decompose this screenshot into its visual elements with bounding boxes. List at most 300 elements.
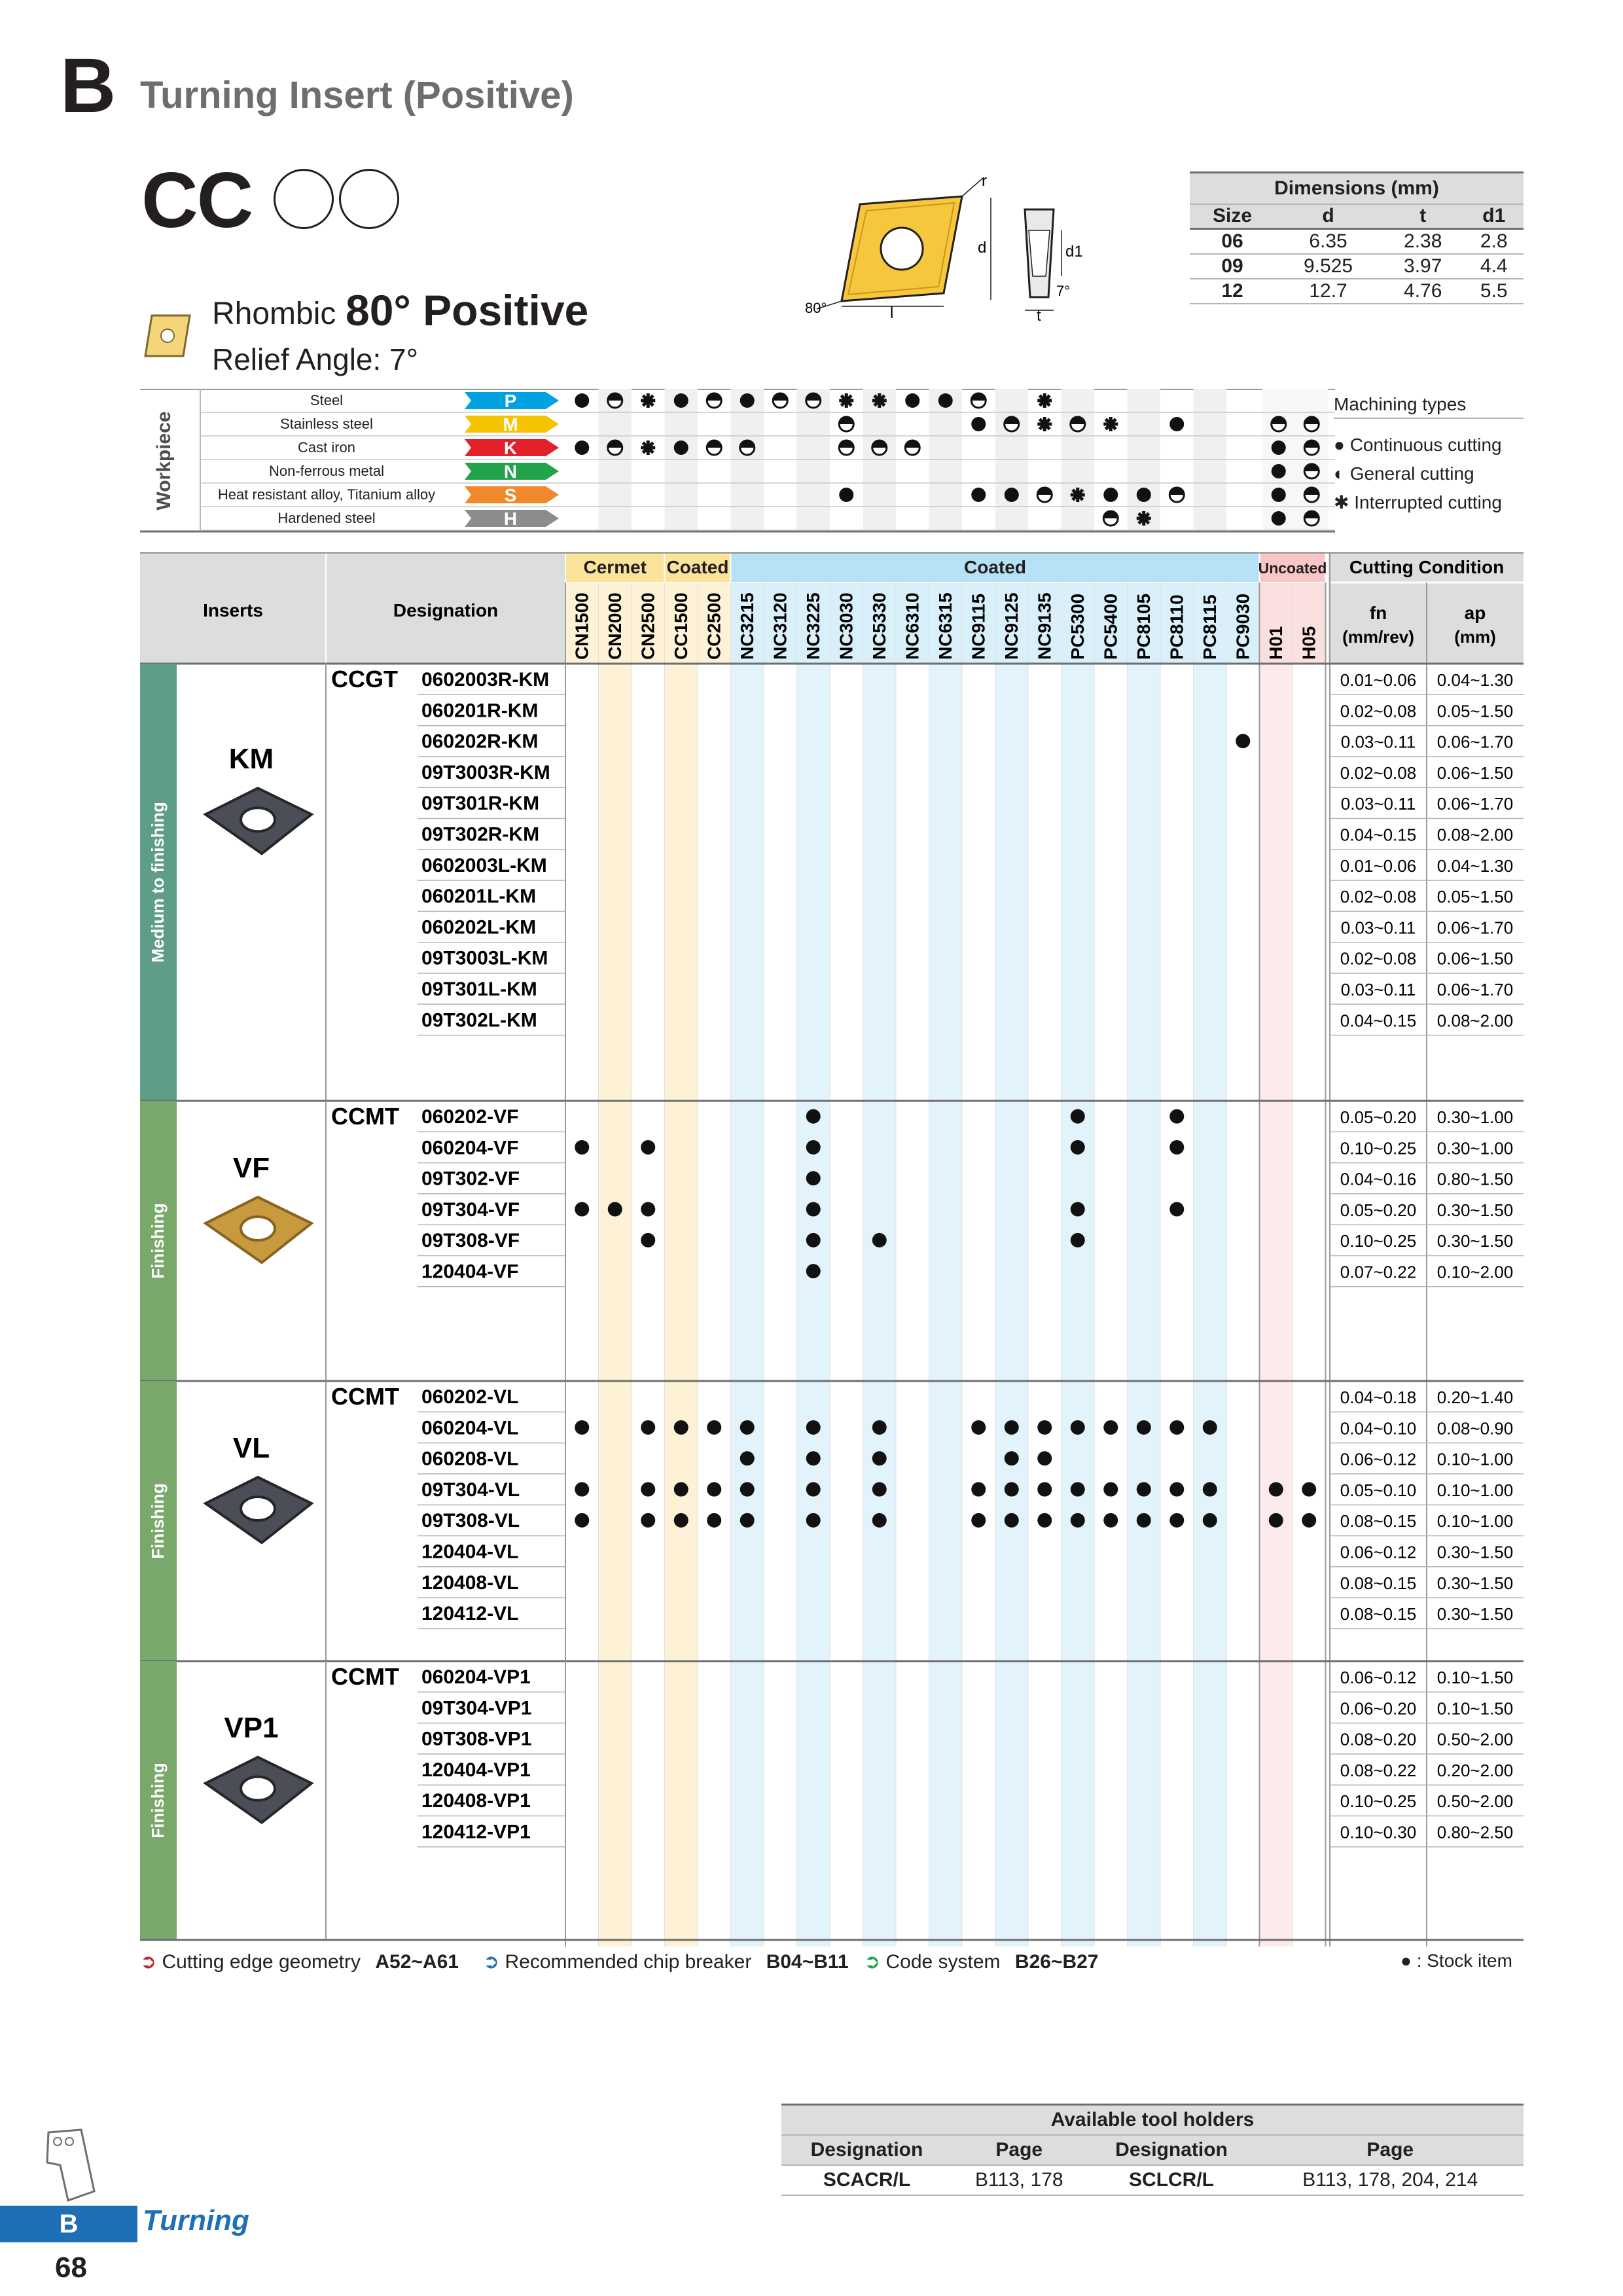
grade-col-shade: [632, 664, 665, 1946]
shape-name: Rhombic: [212, 296, 336, 331]
turning-tool-icon: [42, 2126, 101, 2204]
stock-dot: [707, 1420, 721, 1435]
holder-designation[interactable]: SCACR/L: [781, 2165, 952, 2195]
legend-item-general: [1334, 459, 1524, 488]
ap-unit: (mm): [1454, 627, 1496, 647]
dim-size: 12: [1190, 279, 1275, 304]
arrow-right-icon: ➲: [864, 1951, 881, 1973]
designation-code: 060208-VL: [421, 1448, 519, 1470]
ap-value: 0.30~1.50: [1436, 1604, 1514, 1624]
designation-code: 09T3003R-KM: [421, 761, 550, 783]
dim-value: 5.5: [1465, 279, 1524, 304]
grade-name: PC8110: [1166, 594, 1187, 660]
grade-name: CN2500: [637, 592, 658, 660]
interrupted-cutting-icon: [1037, 417, 1052, 431]
designation-code: 09T304-VL: [421, 1479, 520, 1501]
ap-value: 0.80~2.50: [1436, 1822, 1514, 1842]
designation-code: 060204-VL: [421, 1417, 519, 1439]
stock-dot: [1005, 1451, 1019, 1465]
workpiece-table: [140, 389, 1335, 534]
grade-name: NC3215: [736, 592, 757, 660]
stock-dot: [1071, 1202, 1085, 1217]
designation-code: 09T301R-KM: [421, 793, 540, 815]
stock-dot: [641, 1202, 655, 1217]
designation-code: 0602003L-KM: [421, 854, 547, 876]
stock-dot: [608, 1202, 622, 1217]
iso-code: N: [503, 461, 518, 482]
fn-value: 0.06~0.12: [1340, 1542, 1417, 1562]
fn-value: 0.08~0.22: [1340, 1760, 1417, 1780]
workpiece-material: Hardened steel: [277, 510, 376, 526]
fn-value: 0.01~0.06: [1340, 670, 1417, 690]
insert-code: CC: [141, 156, 253, 244]
stock-dot: [1037, 1482, 1052, 1497]
application-label: Finishing: [148, 1483, 168, 1559]
designation-code: 09T302R-KM: [421, 823, 540, 846]
grade-col-shade: [929, 664, 963, 1946]
grade-col-shade: [731, 664, 764, 1946]
stock-dot: [1169, 1420, 1184, 1435]
ap-value: 0.10~2.00: [1436, 1262, 1514, 1282]
label-d1: d1: [1065, 243, 1083, 260]
stock-dot: [575, 1140, 589, 1155]
dim-col: d: [1275, 204, 1382, 229]
designation-code: 09T3003L-KM: [421, 947, 548, 969]
iso-code: H: [503, 509, 518, 529]
grade-name: H05: [1298, 626, 1319, 660]
label-l: l: [890, 304, 894, 322]
tool-holders-table: [781, 2104, 1524, 2196]
fn-value: 0.07~0.22: [1340, 1262, 1417, 1282]
fn-value: 0.03~0.11: [1340, 980, 1416, 999]
workpiece-material: Non-ferrous metal: [268, 463, 385, 479]
continuous-cutting-icon: [1005, 488, 1019, 502]
fn-value: 0.04~0.16: [1340, 1169, 1417, 1189]
stock-dot: [740, 1451, 755, 1465]
ap-value: 0.30~1.50: [1436, 1573, 1514, 1593]
stock-dot: [806, 1482, 821, 1497]
stock-dot: [1103, 1420, 1118, 1435]
ap-value: 0.20~1.40: [1436, 1388, 1514, 1407]
ref-pages: B26~B27: [1014, 1951, 1099, 1973]
grade-name: PC9030: [1232, 593, 1253, 660]
stock-dot: [1071, 1233, 1085, 1247]
chipbreaker-name: VL: [232, 1432, 270, 1465]
grade-col-shade: [797, 664, 830, 1946]
insert-hole: [241, 1217, 275, 1240]
ap-value: 0.30~1.50: [1436, 1542, 1514, 1562]
grade-col-shade: [599, 664, 632, 1946]
stock-dot: [806, 1451, 821, 1465]
table-row: [1190, 279, 1524, 304]
label-t: t: [1037, 307, 1041, 322]
stock-dot: [674, 1420, 688, 1435]
designation-code: 09T304-VP1: [421, 1697, 532, 1719]
ref-cutting-edge[interactable]: [140, 1950, 459, 1973]
grade-name: NC6310: [902, 592, 923, 660]
designation-code: 0602003R-KM: [421, 669, 550, 691]
fn-value: 0.10~0.25: [1340, 1138, 1417, 1158]
ap-value: 0.30~1.50: [1436, 1231, 1514, 1251]
holders-col: Page: [952, 2135, 1086, 2165]
stock-dot: [1005, 1482, 1019, 1497]
fn-value: 0.03~0.11: [1340, 918, 1416, 938]
stock-dot: [575, 1482, 589, 1497]
group-coated-cc: Coated: [666, 557, 729, 577]
fn-value: 0.08~0.15: [1340, 1511, 1417, 1532]
insert-hole: [241, 1497, 275, 1520]
fn-value: 0.08~0.15: [1340, 1573, 1417, 1593]
fn-value: 0.04~0.15: [1340, 825, 1417, 845]
interrupted-cutting-icon: [641, 393, 655, 408]
designation-code: 060202-VF: [421, 1106, 519, 1128]
dim-value: 2.8: [1465, 229, 1524, 254]
holder-page: B113, 178, 204, 214: [1257, 2165, 1524, 2195]
ref-chip-breaker[interactable]: [483, 1950, 849, 1973]
dim-col: Size: [1190, 204, 1275, 229]
table-row: [781, 2165, 1524, 2195]
designation-code: 09T304-VF: [421, 1198, 520, 1221]
ap-value: 0.06~1.70: [1436, 732, 1514, 752]
stock-dot: [1037, 1513, 1052, 1528]
ap-value: 0.08~2.00: [1436, 1011, 1514, 1031]
ap-value: 0.06~1.70: [1436, 918, 1514, 938]
insert-photo: [205, 788, 312, 853]
fn-value: 0.04~0.18: [1340, 1388, 1417, 1407]
interrupted-cutting-icon: ✱: [1334, 492, 1349, 512]
stock-dot: [1037, 1420, 1052, 1435]
insert-photo: [205, 1197, 312, 1263]
continuous-cutting-icon: [1272, 488, 1286, 502]
workpiece-material: Stainless steel: [280, 416, 373, 432]
grade-name: NC9115: [968, 593, 989, 660]
stock-dot: [1071, 1513, 1085, 1528]
stock-dot: [872, 1482, 887, 1497]
general-cutting-icon: ◐: [1334, 463, 1345, 484]
ref-label: Cutting edge geometry: [162, 1951, 361, 1973]
ap-value: 0.30~1.50: [1436, 1200, 1514, 1220]
iso-code: S: [504, 485, 517, 505]
interrupted-cutting-icon: [1037, 393, 1052, 408]
fn-value: 0.06~0.12: [1340, 1449, 1417, 1469]
stock-dot: [1203, 1420, 1217, 1435]
interrupted-cutting-icon: [1071, 488, 1085, 502]
continuous-cutting-icon: [740, 393, 755, 408]
stock-dot: [1103, 1482, 1118, 1497]
fn-value: 0.03~0.11: [1340, 794, 1416, 814]
designation-code: 120404-VP1: [421, 1759, 531, 1781]
designation-code: 09T301L-KM: [421, 978, 537, 1000]
dim-size: 06: [1190, 229, 1275, 254]
chipbreaker-name: VP1: [224, 1712, 279, 1744]
continuous-cutting-icon: [674, 393, 688, 408]
dim-value: 3.97: [1382, 254, 1465, 279]
label-r: r: [982, 172, 987, 190]
ref-code-system[interactable]: [864, 1950, 1099, 1973]
arrow-right-icon: ➲: [140, 1951, 157, 1973]
stock-dot: [641, 1513, 655, 1528]
code-placeholder-circle: [274, 169, 334, 229]
stock-dot: [740, 1513, 755, 1528]
legend-item-interrupted: [1334, 488, 1524, 517]
stock-dot: [806, 1140, 821, 1155]
ap-value: 0.50~2.00: [1436, 1729, 1514, 1749]
continuous-cutting-icon: [575, 393, 589, 408]
ref-label: Code system: [885, 1951, 1001, 1973]
fn-value: 0.04~0.15: [1340, 1011, 1417, 1031]
dim-value: 6.35: [1275, 229, 1382, 254]
stock-dot: [641, 1420, 655, 1435]
ap-header: ap: [1464, 603, 1486, 623]
inserts-header: Inserts: [203, 600, 263, 620]
designation-code: 09T302-VF: [421, 1168, 520, 1190]
designation-code: 120408-VP1: [421, 1790, 531, 1812]
grade-name: CC1500: [670, 592, 691, 660]
grade-name: NC9135: [1034, 592, 1055, 660]
grade-name: NC3030: [836, 592, 857, 660]
fn-value: 0.04~0.10: [1340, 1418, 1417, 1439]
ref-label: Recommended chip breaker: [505, 1951, 752, 1973]
dim-size: 09: [1190, 254, 1275, 279]
ap-value: 0.50~2.00: [1436, 1791, 1514, 1812]
fn-value: 0.05~0.20: [1340, 1107, 1417, 1127]
designation-code: 120412-VL: [421, 1603, 519, 1625]
stock-dot: [1005, 1420, 1019, 1435]
code-placeholder-circle: [339, 169, 399, 229]
grade-name: NC9125: [1001, 592, 1022, 660]
holders-col: Designation: [781, 2135, 952, 2165]
continuous-cutting-icon: [938, 393, 953, 408]
ap-value: 0.10~1.00: [1436, 1480, 1514, 1500]
interrupted-cutting-icon: [872, 393, 887, 408]
dim-value: 4.76: [1382, 279, 1465, 304]
designation-code: 09T308-VP1: [421, 1728, 532, 1750]
application-label: Finishing: [148, 1763, 168, 1839]
legend-label: Continuous cutting: [1349, 435, 1502, 455]
dim-value: 12.7: [1275, 279, 1382, 304]
ap-value: 0.10~1.00: [1436, 1449, 1514, 1469]
stock-dot: [872, 1451, 887, 1465]
stock-dot: [806, 1233, 821, 1247]
cutting-condition-title: Cutting Condition: [1349, 557, 1505, 577]
stock-note: ● : Stock item: [1400, 1950, 1512, 1971]
shape-angle: 80° Positive: [346, 286, 589, 334]
label-d: d: [978, 239, 987, 257]
stock-dot: [674, 1482, 688, 1497]
interrupted-cutting-icon: [1103, 417, 1118, 431]
legend-label: Interrupted cutting: [1354, 492, 1502, 512]
stock-dot: [1137, 1420, 1151, 1435]
holder-page: B113, 178: [952, 2165, 1086, 2195]
stock-dot: [806, 1513, 821, 1528]
ap-value: 0.06~1.50: [1436, 948, 1514, 969]
ref-pages: B04~B11: [766, 1951, 849, 1973]
stock-dot: [1037, 1451, 1052, 1465]
legend-label: General cutting: [1349, 463, 1474, 484]
stock-dot: [1137, 1482, 1151, 1497]
continuous-cutting-icon: [971, 417, 986, 431]
interrupted-cutting-icon: [1137, 511, 1151, 526]
machining-types-title: Machining types: [1334, 390, 1524, 419]
group-uncoated: Uncoated: [1258, 560, 1327, 577]
stock-dot: [1169, 1513, 1184, 1528]
page-title: Turning Insert (Positive): [140, 74, 574, 117]
stock-dot: [806, 1109, 821, 1124]
fn-value: 0.03~0.11: [1340, 732, 1416, 752]
designation-code: 060202R-KM: [421, 730, 539, 753]
designation-code: 09T308-VF: [421, 1230, 520, 1252]
designation-code: 120404-VF: [421, 1261, 519, 1283]
ap-value: 0.04~1.30: [1436, 855, 1514, 876]
grade-selection-table: [140, 552, 1524, 1946]
fn-value: 0.02~0.08: [1340, 762, 1417, 783]
designation-header: Designation: [393, 600, 499, 620]
holders-col: Page: [1257, 2135, 1524, 2165]
grade-name: CN2000: [604, 592, 625, 660]
stock-dot: [1169, 1202, 1184, 1217]
designation-code: 120404-VL: [421, 1541, 519, 1563]
dim-col: d1: [1465, 204, 1524, 229]
holder-designation[interactable]: SCLCR/L: [1086, 2165, 1257, 2195]
grade-col-shade: [1194, 664, 1227, 1946]
stock-dot: [674, 1513, 688, 1528]
stock-dot: [1269, 1482, 1283, 1497]
grade-name: PC5300: [1067, 593, 1088, 660]
section-name: Turning: [143, 2204, 249, 2236]
stock-dot: [971, 1420, 986, 1435]
stock-dot: [1137, 1513, 1151, 1528]
workpiece-material: Heat resistant alloy, Titanium alloy: [217, 486, 436, 503]
ap-value: 0.10~1.00: [1436, 1511, 1514, 1532]
fn-value: 0.10~0.30: [1340, 1822, 1417, 1842]
stock-dot: [1269, 1513, 1283, 1528]
ap-value: 0.06~1.50: [1436, 762, 1514, 783]
continuous-cutting-icon: [839, 488, 853, 502]
relief-angle: Relief Angle: 7°: [212, 342, 419, 376]
grade-col-shade: [665, 664, 698, 1946]
stock-dot: [1169, 1482, 1184, 1497]
continuous-cutting-icon: [575, 440, 589, 455]
chipbreaker-name: KM: [228, 743, 274, 776]
continuous-cutting-icon: [1137, 488, 1151, 502]
fn-value: 0.01~0.06: [1340, 855, 1417, 876]
grade-col-shade: [1128, 664, 1161, 1946]
insert-technical-drawing: [805, 171, 1119, 322]
stock-dot: [971, 1513, 986, 1528]
grade-name: PC5400: [1100, 593, 1121, 660]
stock-dot: [1071, 1140, 1085, 1155]
designation-code: 120412-VP1: [421, 1821, 531, 1843]
fn-header: fn: [1369, 603, 1387, 623]
fn-value: 0.06~0.12: [1340, 1668, 1417, 1687]
table-row: [1190, 229, 1524, 254]
continuous-cutting-icon: ●: [1334, 435, 1345, 455]
stock-dot: [575, 1202, 589, 1217]
stock-dot: [1203, 1513, 1217, 1528]
legend-item-continuous: [1334, 431, 1524, 459]
designation-prefix: CCMT: [331, 1383, 399, 1410]
stock-dot: [707, 1513, 721, 1528]
machining-types-legend: [1334, 390, 1524, 517]
designation-code: 09T308-VL: [421, 1510, 520, 1532]
designation-prefix: CCMT: [331, 1663, 399, 1690]
fn-value: 0.05~0.10: [1340, 1480, 1417, 1500]
fn-unit: (mm/rev): [1342, 627, 1414, 647]
section-letter: B: [60, 43, 116, 129]
stock-dot: [971, 1482, 986, 1497]
application-label: Medium to finishing: [148, 802, 168, 963]
dimensions-table: [1190, 171, 1524, 304]
designation-code: 060201R-KM: [421, 700, 539, 722]
grade-col-shade: [698, 664, 731, 1946]
stock-dot: [1302, 1513, 1316, 1528]
fn-value: 0.10~0.25: [1340, 1791, 1417, 1812]
dim-value: 4.4: [1465, 254, 1524, 279]
stock-dot: [641, 1233, 655, 1247]
fn-value: 0.08~0.20: [1340, 1729, 1417, 1749]
designation-code: 09T302L-KM: [421, 1009, 537, 1031]
ap-value: 0.10~1.50: [1436, 1698, 1514, 1719]
stock-dot: [575, 1513, 589, 1528]
stock-dot: [740, 1420, 755, 1435]
holders-col: Designation: [1086, 2135, 1257, 2165]
stock-dot: [740, 1482, 755, 1497]
stock-dot: [1169, 1109, 1184, 1124]
continuous-cutting-icon: [1169, 417, 1184, 431]
designation-code: 060204-VF: [421, 1137, 519, 1159]
designation-code: 060204-VP1: [421, 1666, 531, 1688]
ap-value: 0.30~1.00: [1436, 1138, 1514, 1158]
insert-photo: [205, 1477, 312, 1543]
stock-dot: [575, 1420, 589, 1435]
stock-dot: [641, 1140, 655, 1155]
grade-col-shade: [863, 664, 897, 1946]
stock-dot: [806, 1420, 821, 1435]
stock-dot: [1236, 734, 1250, 748]
stock-dot: [872, 1513, 887, 1528]
label-80: 80°: [805, 300, 827, 316]
ap-value: 0.06~1.70: [1436, 980, 1514, 999]
continuous-cutting-icon: [674, 440, 688, 455]
stock-dot: [872, 1420, 887, 1435]
continuous-cutting-icon: [905, 393, 919, 408]
designation-prefix: CCGT: [331, 666, 398, 692]
ap-value: 0.08~2.00: [1436, 825, 1514, 845]
ap-value: 0.10~1.50: [1436, 1668, 1514, 1687]
ap-value: 0.20~2.00: [1436, 1760, 1514, 1780]
workpiece-material: Cast iron: [297, 439, 356, 456]
label-7: 7°: [1056, 283, 1071, 299]
continuous-cutting-icon: [971, 488, 986, 502]
stock-dot: [1005, 1513, 1019, 1528]
table-row: [1190, 254, 1524, 279]
stock-dot: [806, 1202, 821, 1217]
stock-dot: [806, 1264, 821, 1278]
iso-code: M: [503, 414, 518, 435]
arrow-right-icon: ➲: [483, 1951, 500, 1973]
designation-code: 060201L-KM: [421, 886, 537, 908]
dim-col: t: [1382, 204, 1465, 229]
stock-dot: [641, 1482, 655, 1497]
grade-name: CC2500: [704, 592, 724, 660]
interrupted-cutting-icon: [839, 393, 853, 408]
grade-col-shade: [1260, 664, 1293, 1946]
insert-hole: [241, 1777, 275, 1801]
designation-code: 120408-VL: [421, 1571, 519, 1594]
grade-col-shade: [995, 664, 1029, 1946]
insert-hole: [241, 808, 275, 831]
dim-value: 2.38: [1382, 229, 1465, 254]
